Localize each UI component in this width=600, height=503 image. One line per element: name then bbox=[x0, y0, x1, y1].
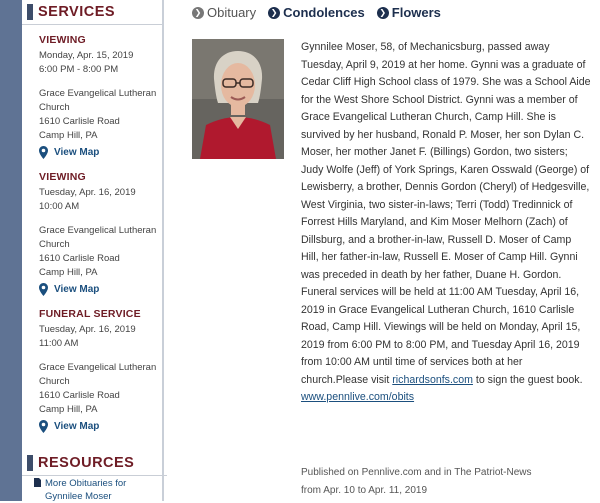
map-pin-icon bbox=[39, 283, 48, 296]
event-city: Camp Hill, PA bbox=[39, 130, 98, 141]
service-event bbox=[39, 34, 162, 159]
map-pin-icon bbox=[39, 146, 48, 159]
event-title: FUNERAL SERVICE bbox=[39, 308, 141, 320]
view-map-label[interactable]: View Map bbox=[54, 284, 100, 295]
chevron-right-circle-icon: ❯ bbox=[377, 7, 389, 19]
tab-flowers-label[interactable]: Flowers bbox=[391, 5, 441, 20]
view-map-label[interactable]: View Map bbox=[54, 147, 100, 158]
document-icon bbox=[34, 478, 41, 487]
portrait-photo bbox=[192, 39, 284, 159]
event-date: Monday, Apr. 15, 2019 bbox=[39, 50, 134, 61]
service-event bbox=[39, 308, 162, 433]
event-address: 1610 Carlisle Road bbox=[39, 390, 120, 401]
services-sidebar bbox=[22, 0, 164, 501]
section-marker bbox=[27, 455, 33, 471]
event-time: 11:00 AM bbox=[39, 338, 79, 349]
event-time: 6:00 PM - 8:00 PM bbox=[39, 64, 119, 75]
map-pin-icon bbox=[39, 420, 48, 433]
published-line-2: from Apr. 10 to Apr. 11, 2019 bbox=[301, 485, 428, 496]
chevron-right-circle-icon: ❯ bbox=[268, 7, 280, 19]
view-map-link[interactable] bbox=[39, 420, 162, 433]
event-date: Tuesday, Apr. 16, 2019 bbox=[39, 324, 136, 335]
view-map-link[interactable] bbox=[39, 146, 162, 159]
view-map-label[interactable]: View Map bbox=[54, 421, 100, 432]
tab-obituary[interactable] bbox=[192, 5, 256, 20]
obituary-body: Gynnilee Moser, 58, of Mechanicsburg, passed away Tuesday, April 9, 2019 at her home. Gynni was a graduate of Cedar Cliff High School class of 1979. She was a School Aide for the West Shore School District. Gynni was a member of Grace Evangelical Lutheran Church, Camp Hill. She is survived by her husband, Ronald P. Moser, her son Dylan C. Moser, her mother Janet F. (Billings) Gordon, two sisters; Judy Wolfe (Jeff) of York Springs, Karen Osswald (George) of Lewisberry, a brother, Dennis Gordon (Cheryl) of Hedgesville, West Virginia, two sister-in-laws; Terri (Todd) Tredinnick of Forrest Hills Maryland, and Kim Moser Melhorn (Zach) of Dillsburg, and a brother-in-law, Russell D. Moser of Camp Hill, her father-in-law, Russell E. Moser of Camp Hill. Gynni was preceded in death by her father, Duane H. Gordon. Funeral services will be held at 11:00 AM Tuesday, April 16, 2019 in Grace Evangelical Lutheran Church, 1610 Carlisle Road, Camp Hill. Viewings will be held on Monday, April 15, 2019 from 6:00 PM to 8:00 PM, and Tuesday April 16, 2019 from 10:00 AM until time of services both at her church.Please visit bbox=[301, 41, 591, 386]
event-address: 1610 Carlisle Road bbox=[39, 116, 120, 127]
tab-flowers[interactable] bbox=[377, 5, 441, 20]
portrait-image bbox=[192, 39, 284, 159]
event-place: Grace Evangelical Lutheran Church bbox=[39, 225, 157, 250]
event-date: Tuesday, Apr. 16, 2019 bbox=[39, 187, 136, 198]
tab-obituary-label[interactable]: Obituary bbox=[207, 5, 257, 20]
obituary-text bbox=[301, 39, 591, 407]
resources-header bbox=[22, 451, 167, 476]
services-header bbox=[22, 0, 162, 25]
funeral-home-link[interactable]: richardsonfs.com bbox=[392, 373, 473, 386]
tab-condolences[interactable] bbox=[268, 5, 365, 20]
obituary-main bbox=[164, 0, 600, 501]
event-city: Camp Hill, PA bbox=[39, 404, 98, 415]
event-time: 10:00 AM bbox=[39, 201, 80, 212]
event-address: 1610 Carlisle Road bbox=[39, 253, 120, 264]
guest-book-text: to sign the guest book. bbox=[475, 373, 583, 386]
resources-title: RESOURCES bbox=[38, 455, 135, 471]
more-obituaries-link[interactable] bbox=[34, 477, 145, 503]
published-info bbox=[301, 464, 591, 500]
event-city: Camp Hill, PA bbox=[39, 267, 98, 278]
service-events bbox=[22, 25, 162, 433]
pennlive-obits-link[interactable]: www.pennlive.com/obits bbox=[301, 391, 415, 403]
left-decorative-strip bbox=[0, 0, 22, 501]
services-title: SERVICES bbox=[38, 4, 116, 20]
event-title: VIEWING bbox=[39, 34, 86, 46]
tab-condolences-label[interactable]: Condolences bbox=[283, 5, 365, 20]
chevron-right-circle-icon: ❯ bbox=[192, 7, 204, 19]
event-title: VIEWING bbox=[39, 171, 86, 183]
event-place: Grace Evangelical Lutheran Church bbox=[39, 362, 157, 387]
more-obituaries-label[interactable]: More Obituaries for Gynnilee Moser bbox=[45, 478, 127, 502]
view-map-link[interactable] bbox=[39, 283, 162, 296]
published-line-1: Published on Pennlive.com and in The Patriot-News bbox=[301, 467, 532, 478]
obituary-tabs bbox=[192, 5, 453, 20]
event-place: Grace Evangelical Lutheran Church bbox=[39, 88, 157, 113]
section-marker bbox=[27, 4, 33, 20]
service-event bbox=[39, 171, 162, 296]
